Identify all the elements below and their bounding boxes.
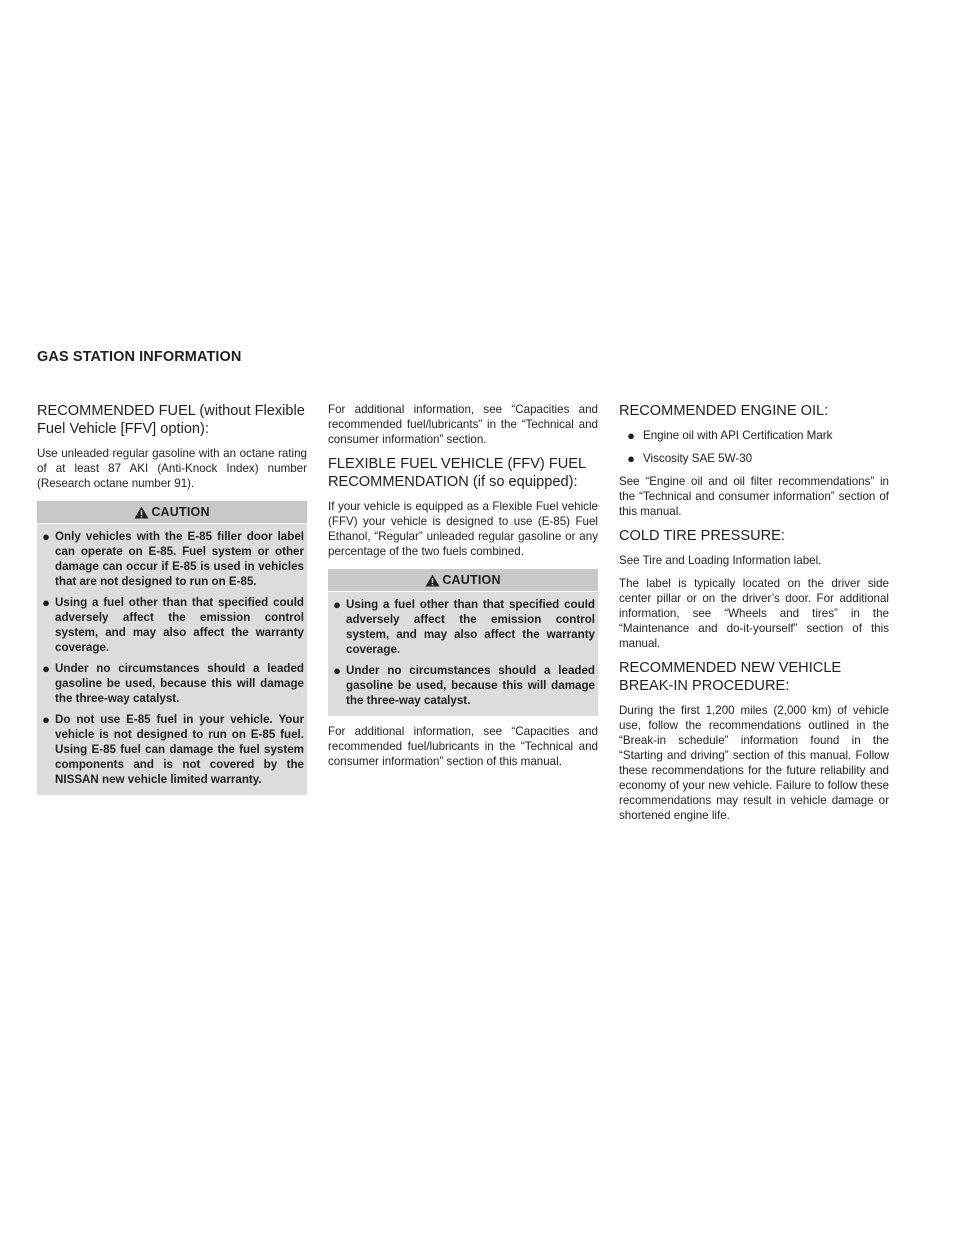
caution-item: ● Do not use E-85 fuel in your vehicle. Your vehicle is not designed to run on E-85 fuel. Using E-85 fuel can damage the fuel system components and is not covered by the NISSAN new vehicle limited warranty.	[37, 712, 304, 787]
caution-item: ● Only vehicles with the E-85 filler door label can operate on E-85. Fuel system or other damage can occur if E-85 is used in vehicles that are not designed to run on E-85.	[37, 529, 304, 589]
caution-box-fuel	[37, 501, 307, 795]
caution-label: CAUTION	[442, 573, 501, 587]
bullet-icon: ●	[42, 661, 50, 676]
caution-header	[37, 501, 307, 523]
column-2	[328, 402, 598, 777]
recommended-fuel-text: Use unleaded regular gasoline with an octane rating of at least 87 AKI (Anti-Knock Index) number (Research octane number 91).	[37, 447, 307, 490]
bullet-icon: ●	[42, 712, 50, 727]
engine-oil-text: See “Engine oil and oil filter recommendations” in the “Technical and consumer information” section of this manual.	[619, 475, 889, 518]
ffv-text: If your vehicle is equipped as a Flexible Fuel vehicle (FFV) your vehicle is designed to use (E-85) Fuel Ethanol, “Regular” unleaded regular gasoline or any percentage of the two fuels combined.	[328, 500, 598, 558]
list-item: ● Engine oil with API Certification Mark	[619, 428, 889, 443]
bullet-icon: ●	[42, 529, 50, 544]
caution-header	[328, 569, 598, 591]
break-in-text: During the first 1,200 miles (2,000 km) of vehicle use, follow the recommendations outlined in the “Break-in schedule” information found in the “Starting and driving” section of this manual. Follow these recommendations for the future reliability and economy of your new vehicle. Failure to follow these recommendations may result in vehicle damage or shortened engine life.	[619, 704, 889, 822]
caution-item: ● Using a fuel other than that specified could adversely affect the emission control system, and may also affect the warranty coverage.	[37, 595, 304, 655]
caution-label: CAUTION	[151, 505, 210, 519]
section-title: GAS STATION INFORMATION	[37, 349, 242, 365]
bullet-icon: ●	[627, 451, 635, 466]
additional-info-text: For additional information, see “Capacities and recommended fuel/lubricants” in the “Technical and consumer information” section.	[328, 403, 598, 446]
bullet-icon: ●	[333, 597, 341, 612]
caution-body	[37, 523, 307, 787]
list-item: ● Viscosity SAE 5W-30	[619, 451, 889, 466]
caution-item: ● Under no circumstances should a leaded gasoline be used, because this will damage the three-way catalyst.	[328, 663, 595, 708]
caution-item: ● Under no circumstances should a leaded gasoline be used, because this will damage the three-way catalyst.	[37, 661, 304, 706]
additional-info-text-2: For additional information, see “Capacities and recommended fuel/lubricants in the “Technical and consumer information” section of this manual.	[328, 725, 598, 768]
bullet-icon: ●	[333, 663, 341, 678]
caution-box-ffv	[328, 569, 598, 716]
caution-body	[328, 591, 598, 708]
bullet-icon: ●	[627, 428, 635, 443]
warning-icon	[134, 506, 149, 519]
ffv-heading: FLEXIBLE FUEL VEHICLE (FFV) FUEL RECOMMENDATION (if so equipped):	[328, 456, 586, 490]
tire-pressure-heading: COLD TIRE PRESSURE:	[619, 528, 785, 544]
caution-item: ● Using a fuel other than that specified could adversely affect the emission control system, and may also affect the warranty coverage.	[328, 597, 595, 657]
tire-label-text: The label is typically located on the driver side center pillar or on the driver’s door. For additional information, see “Wheels and tires” in the “Maintenance and do-it-yourself” section of this manual.	[619, 577, 889, 650]
recommended-fuel-heading: RECOMMENDED FUEL (without Flexible Fuel Vehicle [FFV] option):	[37, 403, 305, 437]
engine-oil-heading: RECOMMENDED ENGINE OIL:	[619, 403, 829, 419]
column-1	[37, 402, 307, 803]
warning-icon	[425, 574, 440, 587]
column-3	[619, 402, 889, 831]
break-in-heading: RECOMMENDED NEW VEHICLE BREAK-IN PROCEDURE:	[619, 660, 842, 694]
tire-pressure-text: See Tire and Loading Information label.	[619, 554, 822, 567]
bullet-icon: ●	[42, 595, 50, 610]
